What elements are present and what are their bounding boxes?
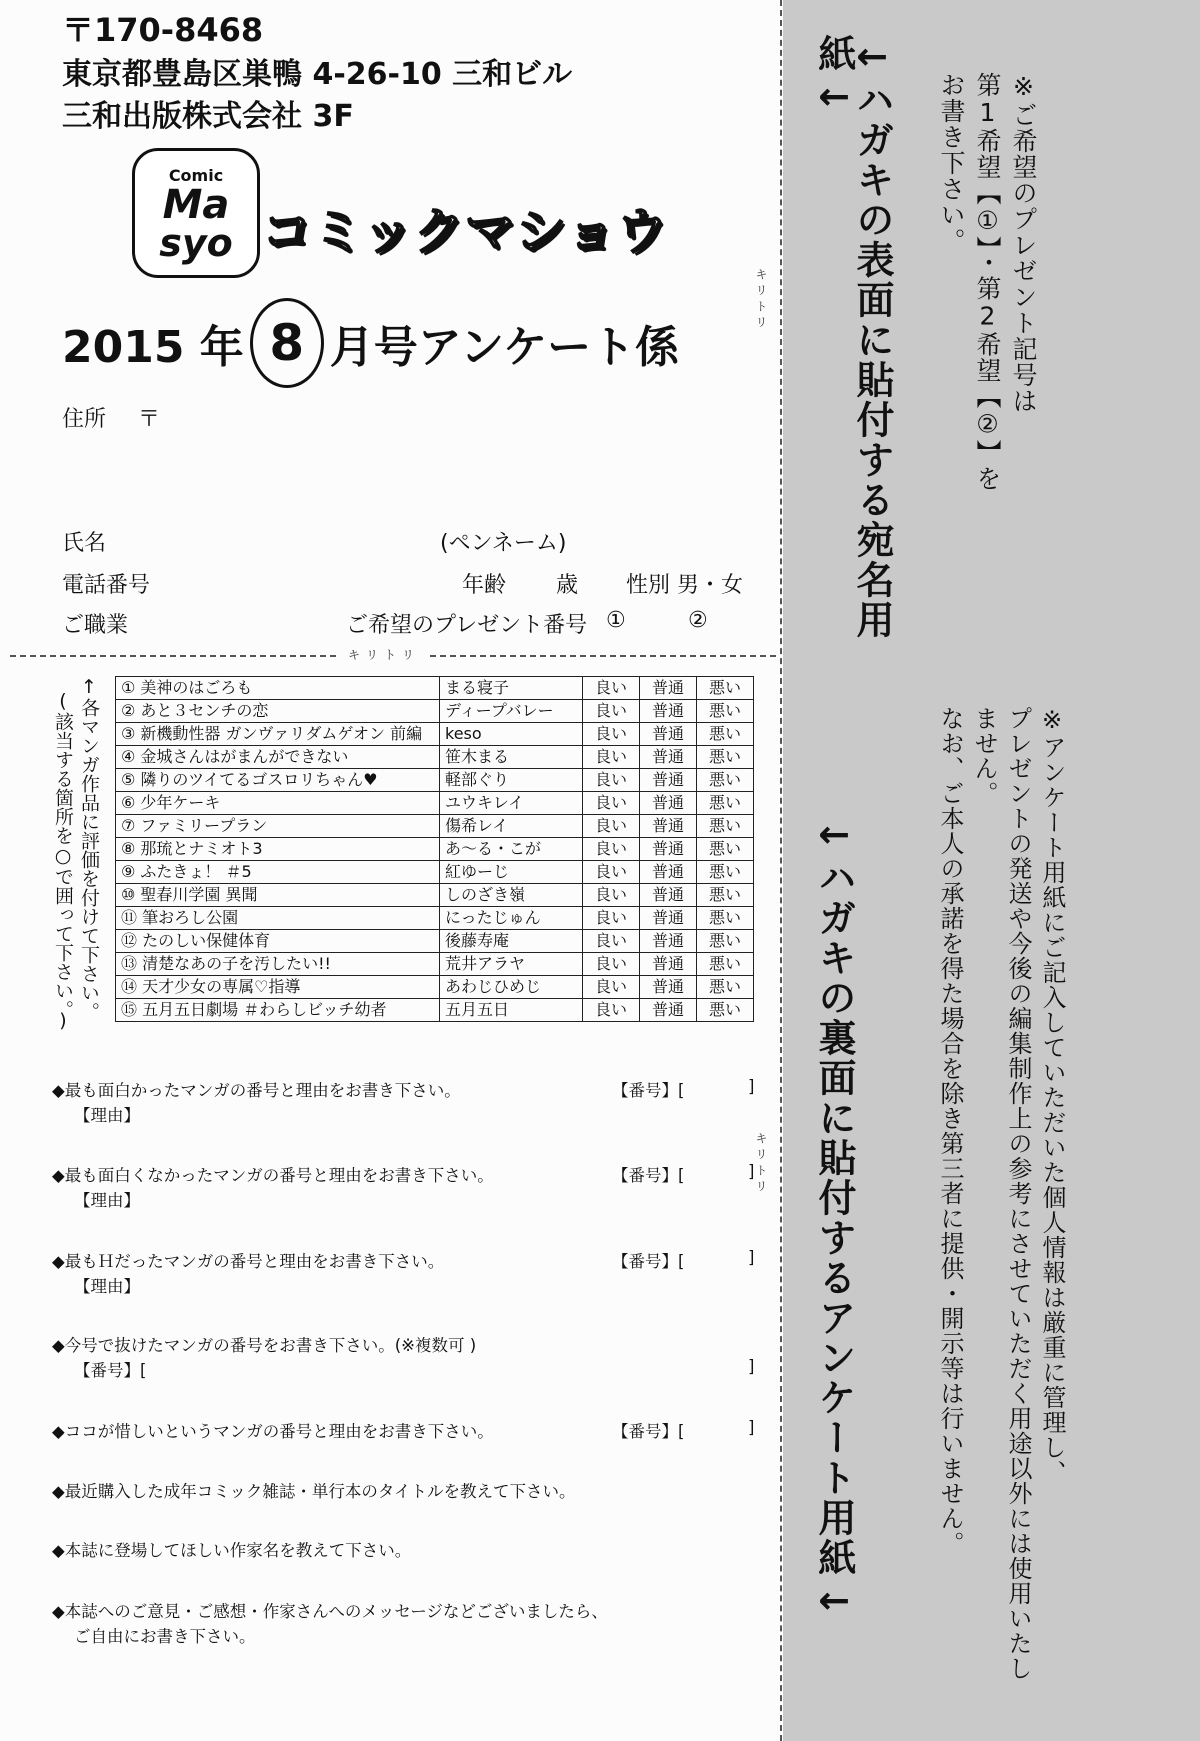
table-row <box>116 907 754 930</box>
back-side-label: ←ハガキの裏面に貼付するアンケート用紙← <box>812 812 856 1624</box>
grade-bad[interactable]: 悪い <box>697 953 754 976</box>
question-favorite-issue: ◆今号で抜けたマンガの番号をお書き下さい。(※複数可 ) <box>52 1336 477 1355</box>
grade-average[interactable]: 普通 <box>640 792 697 815</box>
address-line-1: 東京都豊島区巣鴨 4-26-10 三和ビル <box>62 57 573 92</box>
work-author: あ～る・こが <box>440 838 583 861</box>
grade-bad[interactable]: 悪い <box>697 861 754 884</box>
q2-number-label: 【番号】[ <box>612 1166 685 1185</box>
work-author: にったじゅん <box>440 907 583 930</box>
logo-ma: Ma <box>162 181 230 228</box>
work-title: ⑩ 聖春川学園 異聞 <box>116 884 440 907</box>
logo-wordmark: コミックマショウ <box>262 203 668 261</box>
privacy-note-line: ※アンケート用紙にご記入していただいた個人情報は厳重に管理し、 <box>1038 706 1066 1485</box>
privacy-note <box>933 706 1069 1696</box>
privacy-note-line: なお、ご本人の承諾を得た場合を除き第三者に提供・開示等は行いません。 <box>936 706 964 1556</box>
grade-bad[interactable]: 悪い <box>697 677 754 700</box>
work-author: 傷希レイ <box>440 815 583 838</box>
table-row <box>116 884 754 907</box>
q5-bracket-close: ] <box>748 1418 755 1437</box>
present-choice-1: ① <box>606 608 626 633</box>
present-note-line: 第1希望【①】・第2希望【②】を <box>973 72 1002 492</box>
work-title: ⑮ 五月五日劇場 ＃わらしビッチ幼者 <box>116 999 440 1022</box>
question-regrettable: ◆ココが惜しいというマンガの番号と理由をお書き下さい。 <box>52 1422 494 1441</box>
question-most-h: ◆最もＨだったマンガの番号と理由をお書き下さい。 <box>52 1252 445 1271</box>
table-row <box>116 746 754 769</box>
issue-month: 8 <box>250 298 324 388</box>
q1-reason-label: 【理由】 <box>74 1106 140 1125</box>
question-comments-2: ご自由にお書き下さい。 <box>74 1627 256 1646</box>
logo-syo: syo <box>159 220 233 265</box>
issue-title <box>62 308 679 378</box>
grade-bad[interactable]: 悪い <box>697 723 754 746</box>
q3-reason-label: 【理由】 <box>74 1277 140 1296</box>
penname-label: (ペンネーム) <box>440 531 567 556</box>
q1-number-label: 【番号】[ <box>612 1081 685 1100</box>
grade-good[interactable]: 良い <box>583 723 640 746</box>
cut-label-vertical-2: キリトリ <box>754 1132 768 1196</box>
present-note <box>933 72 1041 632</box>
table-row <box>116 930 754 953</box>
name-label: 氏名 <box>62 531 107 556</box>
grade-average[interactable]: 普通 <box>640 677 697 700</box>
issue-suffix: 月号アンケート係 <box>329 322 680 373</box>
work-author: 荒井アラヤ <box>440 953 583 976</box>
address-line-2: 三和出版株式会社 3F <box>62 99 354 134</box>
table-row <box>116 838 754 861</box>
grade-bad[interactable]: 悪い <box>697 792 754 815</box>
grade-average[interactable]: 普通 <box>640 723 697 746</box>
work-author: 紅ゆーじ <box>440 861 583 884</box>
q2-reason-label: 【理由】 <box>74 1191 140 1210</box>
question-recent-purchase: ◆最近購入した成年コミック雑誌・単行本のタイトルを教えて下さい。 <box>52 1482 576 1501</box>
table-row <box>116 700 754 723</box>
grade-average[interactable]: 普通 <box>640 838 697 861</box>
work-title: ⑤ 隣りのツイてるゴスロリちゃん♥ <box>116 769 440 792</box>
grade-bad[interactable]: 悪い <box>697 999 754 1022</box>
grade-good[interactable]: 良い <box>583 930 640 953</box>
rating-instruction: ↑各マンガ作品に評価を付けて下さい。 <box>78 676 100 1021</box>
grade-good[interactable]: 良い <box>583 815 640 838</box>
grade-good[interactable]: 良い <box>583 907 640 930</box>
present-note-line: ※ご希望のプレゼント記号は <box>1009 72 1038 414</box>
present-note-line: お書き下さい。 <box>937 72 966 254</box>
work-author: keso <box>440 723 583 746</box>
address-label: 住所 <box>62 407 107 432</box>
work-title: ⑪ 筆おろし公園 <box>116 907 440 930</box>
privacy-note-line: プレゼントの発送や今後の編集制作上の参考にさせていただく用途以外には使用いたしません。 <box>970 706 1032 1681</box>
table-row <box>116 976 754 999</box>
work-author: ディープバレー <box>440 700 583 723</box>
grade-bad[interactable]: 悪い <box>697 884 754 907</box>
work-author: 笹木まる <box>440 746 583 769</box>
q4-bracket-close: ] <box>748 1357 755 1376</box>
table-row <box>116 815 754 838</box>
work-title: ⑧ 那琉とナミオト3 <box>116 838 440 861</box>
grade-average[interactable]: 普通 <box>640 976 697 999</box>
work-author: 後藤寿庵 <box>440 930 583 953</box>
question-least-interesting: ◆最も面白くなかったマンガの番号と理由をお書き下さい。 <box>52 1166 494 1185</box>
grade-average[interactable]: 普通 <box>640 700 697 723</box>
grade-good[interactable]: 良い <box>583 769 640 792</box>
grade-good[interactable]: 良い <box>583 884 640 907</box>
work-title: ① 美神のはごろも <box>116 677 440 700</box>
q4-number-label: 【番号】[ <box>74 1361 147 1380</box>
grade-average[interactable]: 普通 <box>640 953 697 976</box>
grade-good[interactable]: 良い <box>583 861 640 884</box>
q3-bracket-close: ] <box>748 1248 755 1267</box>
grade-average[interactable]: 普通 <box>640 930 697 953</box>
work-author: ユウキレイ <box>440 792 583 815</box>
grade-average[interactable]: 普通 <box>640 815 697 838</box>
grade-good[interactable]: 良い <box>583 953 640 976</box>
instruction-strip <box>754 0 1200 1741</box>
age-label: 年齢 <box>462 573 507 598</box>
age-unit: 歳 <box>556 573 579 598</box>
work-author: あわじひめじ <box>440 976 583 999</box>
cut-divider <box>780 0 782 1741</box>
grade-good[interactable]: 良い <box>583 838 640 861</box>
q5-number-label: 【番号】[ <box>612 1422 685 1441</box>
grade-good[interactable]: 良い <box>583 700 640 723</box>
grade-good[interactable]: 良い <box>583 746 640 769</box>
present-label: ご希望のプレゼント番号 <box>346 613 588 638</box>
cut-label-vertical-1: キリトリ <box>754 268 768 332</box>
work-title: ⑭ 天才少女の専属♡指導 <box>116 976 440 999</box>
rating-table <box>115 676 754 1022</box>
grade-bad[interactable]: 悪い <box>697 838 754 861</box>
question-wanted-authors: ◆本誌に登場してほしい作家名を教えて下さい。 <box>52 1541 412 1560</box>
work-title: ③ 新機動性器 ガンヴァリダムゲオン 前編 <box>116 723 440 746</box>
postal-code: 〒170-8468 <box>62 11 264 49</box>
logo-comic: Comic <box>168 165 224 185</box>
work-title: ⑫ たのしい保健体育 <box>116 930 440 953</box>
q2-bracket-close: ] <box>748 1162 755 1181</box>
grade-good[interactable]: 良い <box>583 976 640 999</box>
grade-bad[interactable]: 悪い <box>697 930 754 953</box>
work-author: まる寝子 <box>440 677 583 700</box>
grade-bad[interactable]: 悪い <box>697 976 754 999</box>
grade-good[interactable]: 良い <box>583 999 640 1022</box>
table-row <box>116 861 754 884</box>
table-row <box>116 723 754 746</box>
grade-average[interactable]: 普通 <box>640 907 697 930</box>
work-title: ⑬ 清楚なあの子を汚したい!! <box>116 953 440 976</box>
work-author: しのざき嶺 <box>440 884 583 907</box>
grade-bad[interactable]: 悪い <box>697 700 754 723</box>
work-title: ② あと３センチの恋 <box>116 700 440 723</box>
phone-label: 電話番号 <box>62 573 151 598</box>
grade-good[interactable]: 良い <box>583 677 640 700</box>
grade-average[interactable]: 普通 <box>640 999 697 1022</box>
grade-bad[interactable]: 悪い <box>697 746 754 769</box>
table-row <box>116 999 754 1022</box>
rating-instruction-sub: (該当する箇所を○で囲って下さい。) <box>52 690 74 1032</box>
table-row <box>116 677 754 700</box>
grade-bad[interactable]: 悪い <box>697 815 754 838</box>
table-row <box>116 792 754 815</box>
table-row <box>116 769 754 792</box>
work-author: 軽部ぐり <box>440 769 583 792</box>
magazine-logo <box>132 148 260 278</box>
work-title: ⑥ 少年ケーキ <box>116 792 440 815</box>
grade-good[interactable]: 良い <box>583 792 640 815</box>
gender-label: 性別 男・女 <box>626 573 743 598</box>
work-author: 五月五日 <box>440 999 583 1022</box>
work-title: ⑦ ファミリープラン <box>116 815 440 838</box>
issue-year: 2015 年 <box>62 322 244 373</box>
grade-average[interactable]: 普通 <box>640 861 697 884</box>
q3-number-label: 【番号】[ <box>612 1252 685 1271</box>
work-title: ④ 金城さんはがまんができない <box>116 746 440 769</box>
grade-average[interactable]: 普通 <box>640 746 697 769</box>
present-choice-2: ② <box>688 608 708 633</box>
table-row <box>116 953 754 976</box>
cut-label: キリトリ <box>340 646 428 663</box>
front-side-label: ←ハガキの表面に貼付する宛名用紙← <box>812 34 894 640</box>
q1-bracket-close: ] <box>748 1077 755 1096</box>
question-comments: ◆本誌へのご意見・ご感想・作家さんへのメッセージなどございましたら、 <box>52 1602 608 1621</box>
grade-average[interactable]: 普通 <box>640 769 697 792</box>
question-most-interesting: ◆最も面白かったマンガの番号と理由をお書き下さい。 <box>52 1081 461 1100</box>
job-label: ご職業 <box>62 613 129 638</box>
work-title: ⑨ ふたきょ！ ＃5 <box>116 861 440 884</box>
address-postal-mark: 〒 <box>138 407 161 432</box>
grade-average[interactable]: 普通 <box>640 884 697 907</box>
grade-bad[interactable]: 悪い <box>697 907 754 930</box>
grade-bad[interactable]: 悪い <box>697 769 754 792</box>
